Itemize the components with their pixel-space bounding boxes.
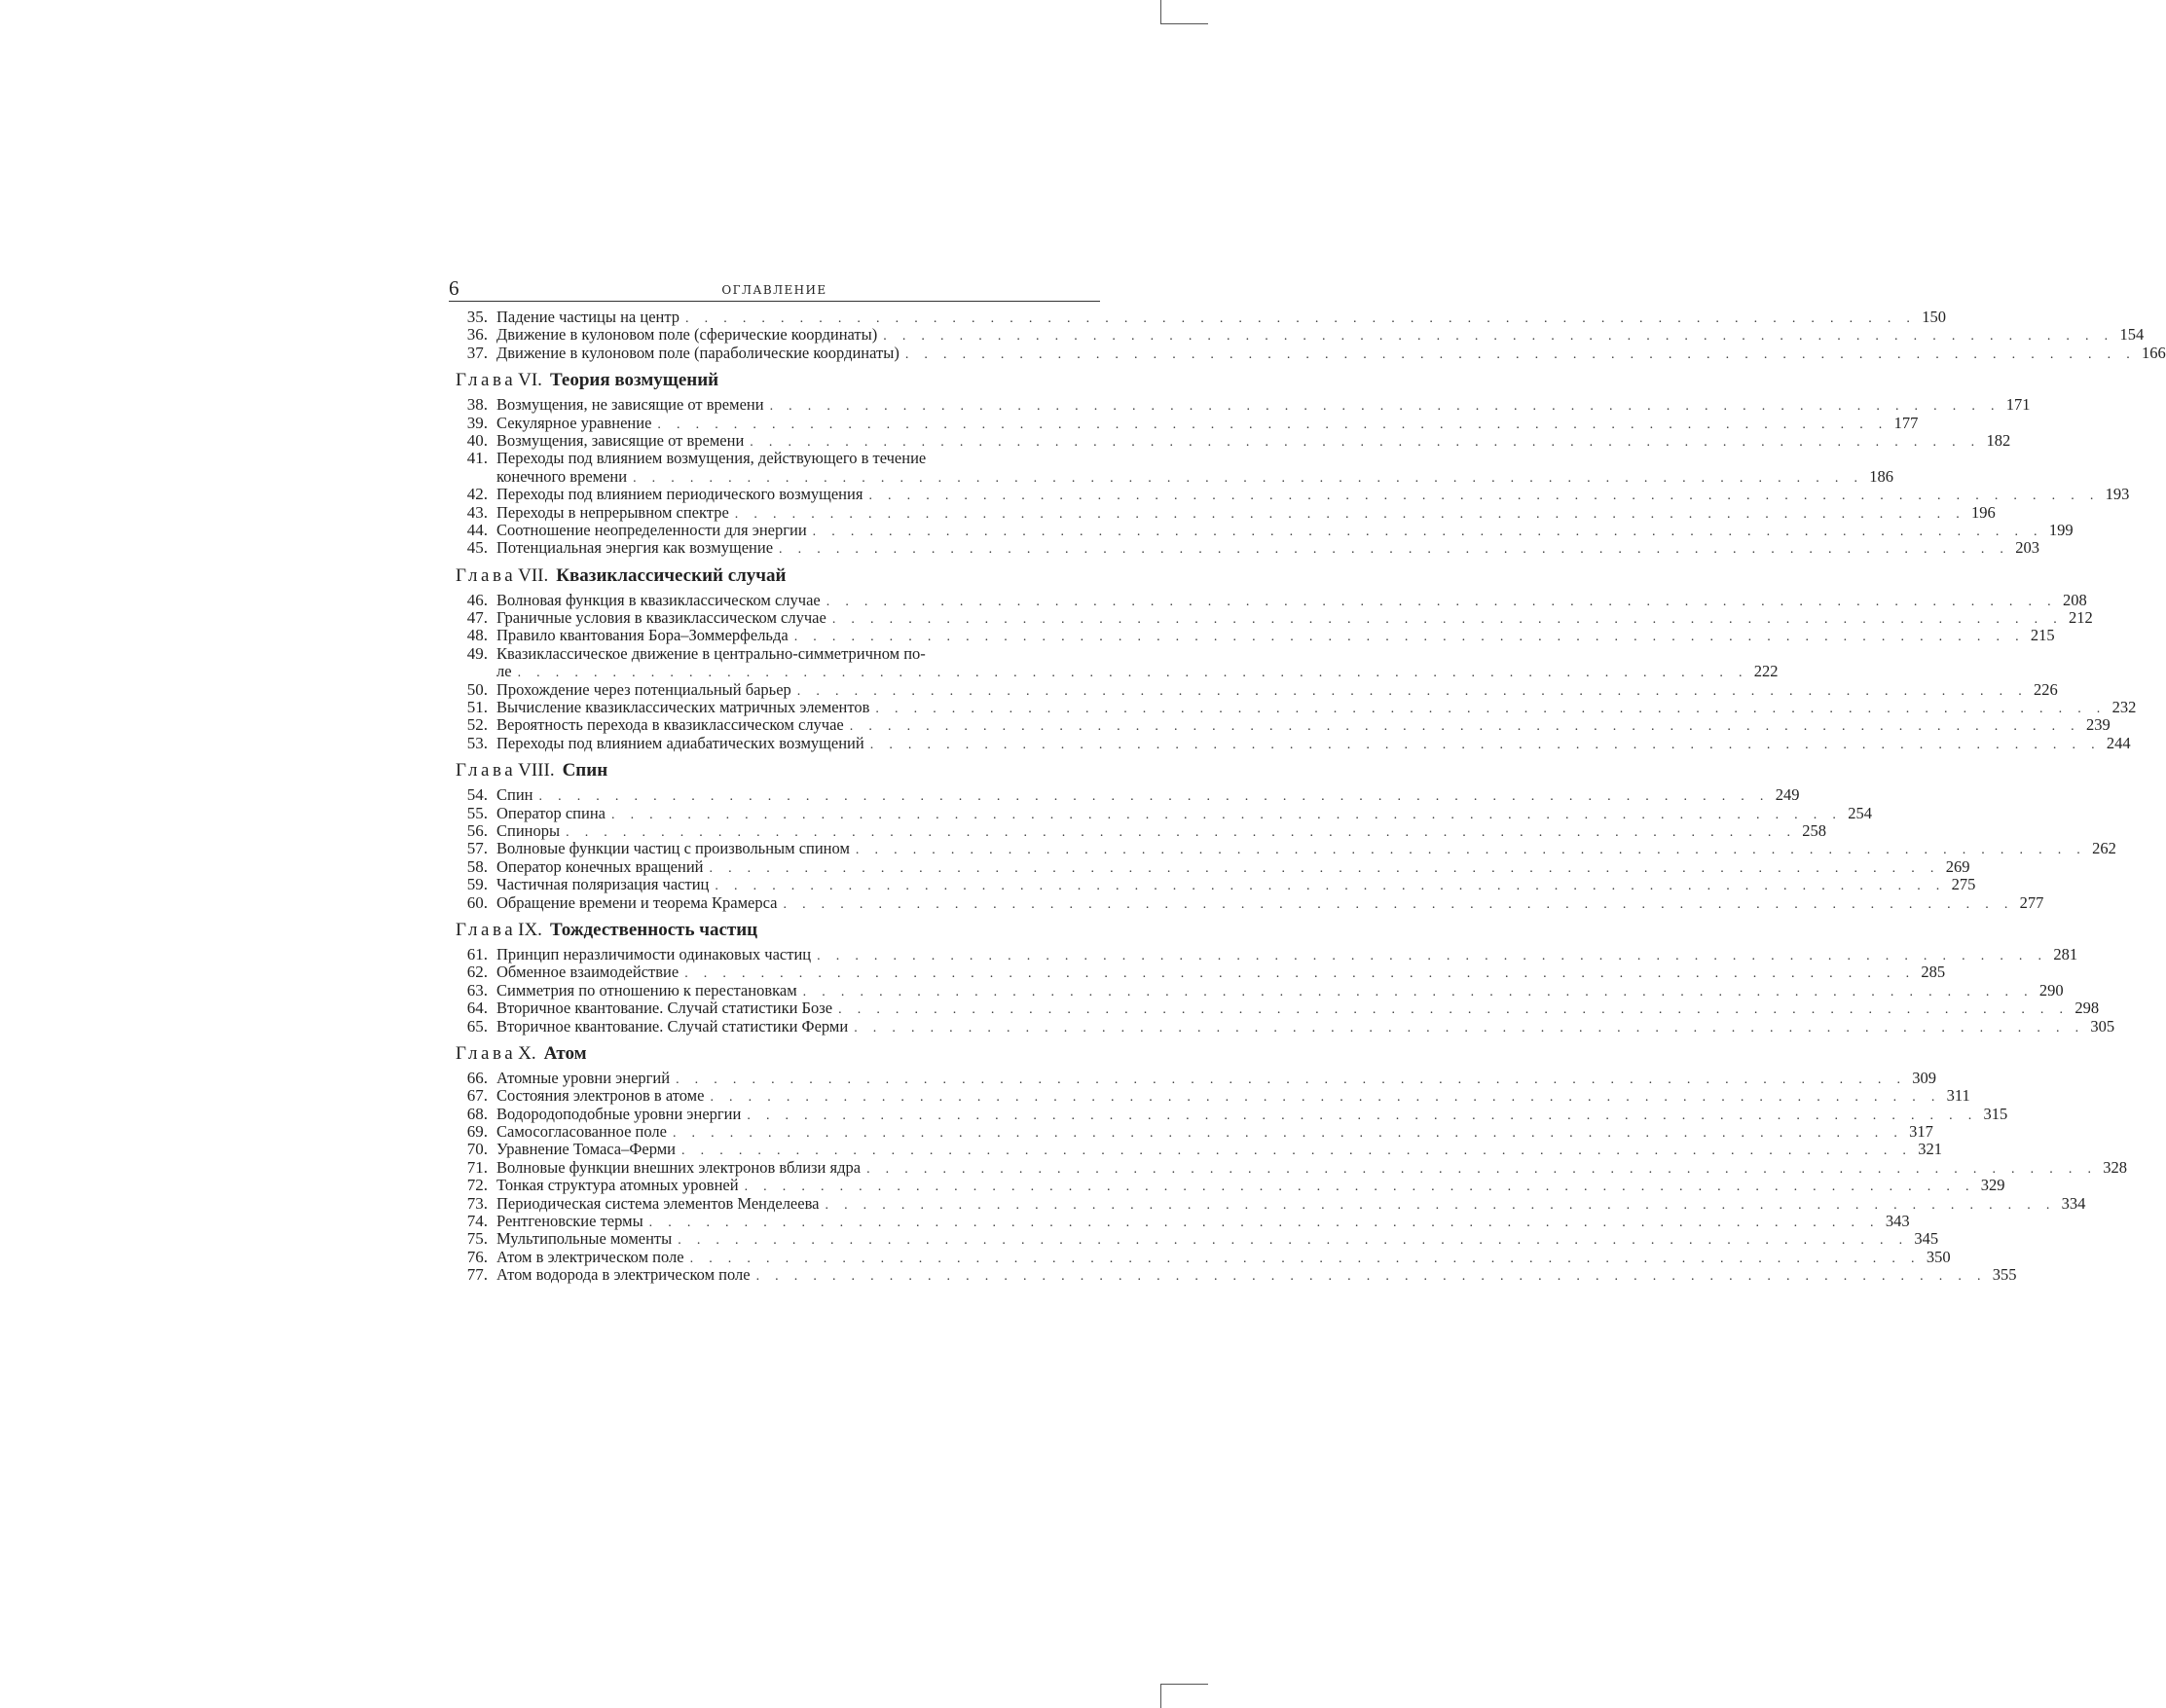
toc-entry[interactable] xyxy=(449,856,1970,876)
chapter-label: Глава xyxy=(456,919,517,940)
dot-leader: . . . . . . . . . . . . . . . . . . . . . . . . . . . . . . . . . . . . . . . . . . . . . . . . . . . . . . . . . . . . . . . . . xyxy=(755,1269,1987,1285)
section-title: Тонкая структура атомных уровней xyxy=(496,1176,739,1195)
toc-entry[interactable] xyxy=(449,430,2011,450)
page-ref: 182 xyxy=(1986,430,2011,450)
section-number: 67. xyxy=(466,1086,488,1106)
section-title: Движение в кулоновом поле (сферические координаты) xyxy=(496,325,878,345)
running-title: ОГЛАВЛЕНИЕ xyxy=(721,283,827,297)
chapter-heading xyxy=(449,563,1100,589)
section-number: 59. xyxy=(466,875,488,894)
toc-entry[interactable] xyxy=(449,820,1827,840)
section-title: Правило квантования Бора–Зоммерфельда xyxy=(496,626,789,645)
toc-entry[interactable] xyxy=(449,1265,2017,1285)
section-title: Спин xyxy=(496,785,533,805)
section-number: 60. xyxy=(466,892,488,912)
dot-leader: . . . . . . . . . . . . . . . . . . . . . . . . . . . . . . . . . . . . . . . . . . . . . . . . . . . . . . . . . . . . . . . . . xyxy=(779,542,2010,558)
section-title: Возмущения, зависящие от времени xyxy=(496,430,745,450)
section-title: Обменное взаимодействие xyxy=(496,963,679,982)
dot-leader: . . . . . . . . . . . . . . . . . . . . . . . . . . . . . . . . . . . . . . . . . . . . . . . . . . . . . . . . . . . . . . . . . xyxy=(854,1020,2085,1036)
dot-leader: . . . . . . . . . . . . . . . . . . . . . . . . . . . . . . . . . . . . . . . . . . . . . . . . . . . . . . . . . . . . . . . . . xyxy=(796,683,2028,699)
section-title: Водородоподобные уровни энергии xyxy=(496,1104,742,1123)
section-title: Атом водорода в электрическом поле xyxy=(496,1265,751,1285)
chapter-heading xyxy=(449,758,1100,783)
toc-entry[interactable] xyxy=(449,1140,1942,1159)
section-title: Мультипольные моменты xyxy=(496,1229,673,1249)
toc-entry[interactable] xyxy=(449,643,1779,681)
page-ref: 281 xyxy=(2053,944,2078,963)
section-title: Переходы в непрерывном спектре xyxy=(496,502,729,522)
page-ref: 269 xyxy=(1945,856,1970,876)
section-title: Вероятность перехода в квазиклассическом случае xyxy=(496,715,844,735)
toc-entry[interactable] xyxy=(449,963,1946,982)
page-ref: 315 xyxy=(1983,1104,2008,1123)
section-title: Потенциальная энергия как возмущение xyxy=(496,538,774,558)
section-title: Спиноры xyxy=(496,820,561,840)
dot-leader: . . . . . . . . . . . . . . . . . . . . . . . . . . . . . . . . . . . . . . . . . . . . . . . . . . . . . . . . . . . . . . . . . xyxy=(831,612,2064,628)
toc-entry[interactable] xyxy=(449,1247,1951,1266)
dot-leader: . . . . . . . . . . . . . . . . . . . . . . . . . . . . . . . . . . . . . . . . . . . . . . . . . . . . . . . . . . . . . . . . . xyxy=(825,1197,2056,1213)
page-ref: 329 xyxy=(1980,1176,2005,1195)
dot-leader: . . . . . . . . . . . . . . . . . . . . . . . . . . . . . . . . . . . . . . . . . . . . . . . . . . . . . . . . . . . . . . . . . xyxy=(904,346,2137,362)
page-ref: 317 xyxy=(1909,1122,1933,1142)
section-title: Движение в кулоновом поле (параболические координаты) xyxy=(496,343,899,362)
section-title: Вторичное квантование. Случай статистики Бозе xyxy=(496,999,833,1018)
chapter-label: Глава xyxy=(456,370,517,391)
page-ref: 355 xyxy=(1992,1265,2017,1285)
section-title: Волновая функция в квазиклассическом случае xyxy=(496,590,821,609)
chapter-number: VII. xyxy=(518,564,549,586)
dot-leader: . . . . . . . . . . . . . . . . . . . . . . . . . . . . . . . . . . . . . . . . . . . . . . . . . . . . . . . . . . . . . . . . . xyxy=(517,666,1748,681)
section-number: 44. xyxy=(466,520,488,539)
dot-leader: . . . . . . . . . . . . . . . . . . . . . . . . . . . . . . . . . . . . . . . . . . . . . . . . . . . . . . . . . . . . . . . . . xyxy=(684,966,1916,982)
toc-entry[interactable] xyxy=(449,999,2100,1018)
dot-leader: . . . . . . . . . . . . . . . . . . . . . . . . . . . . . . . . . . . . . . . . . . . . . . . . . . . . . . . . . . . . . . . . . xyxy=(868,489,2100,504)
chapter-heading xyxy=(449,1041,1100,1067)
dot-leader: . . . . . . . . . . . . . . . . . . . . . . . . . . . . . . . . . . . . . . . . . . . . . . . . . . . . . . . . . . . . . . . . . xyxy=(681,1144,1913,1159)
chapter-label: Глава xyxy=(456,1042,517,1064)
section-title: Периодическая система элементов Менделеева xyxy=(496,1193,820,1213)
table-of-contents xyxy=(449,308,2166,1285)
section-number: 38. xyxy=(466,395,488,415)
chapter-heading xyxy=(449,368,1100,393)
section-number: 50. xyxy=(466,679,488,699)
page-ref: 203 xyxy=(2015,538,2039,558)
section-title: Частичная поляризация частиц xyxy=(496,875,710,894)
section-number: 42. xyxy=(466,485,488,504)
toc-entry[interactable] xyxy=(449,839,2116,858)
section-number: 64. xyxy=(466,999,488,1018)
toc-entry[interactable] xyxy=(449,944,2078,963)
dot-leader: . . . . . . . . . . . . . . . . . . . . . . . . . . . . . . . . . . . . . . . . . . . . . . . . . . . . . . . . . . . . . . . . . xyxy=(678,1233,1909,1249)
section-number: 55. xyxy=(466,803,488,822)
toc-entry[interactable] xyxy=(449,1016,2115,1036)
page-ref: 275 xyxy=(1951,875,1976,894)
section-number: 76. xyxy=(466,1247,488,1266)
section-number: 52. xyxy=(466,715,488,735)
toc-entry[interactable] xyxy=(449,325,2145,345)
dot-leader: . . . . . . . . . . . . . . . . . . . . . . . . . . . . . . . . . . . . . . . . . . . . . . . . . . . . . . . . . . . . . . . . . xyxy=(747,1108,1978,1123)
dot-leader: . . . . . . . . . . . . . . . . . . . . . . . . . . . . . . . . . . . . . . . . . . . . . . . . . . . . . . . . . . . . . . . . . xyxy=(689,1251,1921,1266)
section-title: Волновые функции частиц с произвольным спином xyxy=(496,839,850,858)
section-title: Вторичное квантование. Случай статистики Ферми xyxy=(496,1016,849,1036)
toc-entry[interactable] xyxy=(449,308,1946,326)
section-number: 48. xyxy=(466,626,488,645)
toc-entry[interactable] xyxy=(449,1229,1939,1249)
toc-entry[interactable] xyxy=(449,1068,1937,1087)
section-title: Состояния электронов в атоме xyxy=(496,1086,705,1106)
page-ref: 249 xyxy=(1775,785,1800,805)
toc-entry[interactable] xyxy=(449,1086,1970,1106)
section-number: 74. xyxy=(466,1212,488,1231)
chapter-number: VIII. xyxy=(518,760,555,781)
section-title: Атомные уровни энергий xyxy=(496,1068,671,1087)
toc-page xyxy=(449,276,2166,1285)
page-ref: 321 xyxy=(1918,1140,1942,1159)
section-number: 71. xyxy=(466,1157,488,1177)
page-header xyxy=(449,277,1100,302)
page-ref: 345 xyxy=(1914,1229,1939,1249)
toc-entry[interactable] xyxy=(449,395,2031,415)
dot-leader: . . . . . . . . . . . . . . . . . . . . . . . . . . . . . . . . . . . . . . . . . . . . . . . . . . . . . . . . . . . . . . . . . xyxy=(715,879,1946,894)
dot-leader: . . . . . . . . . . . . . . . . . . . . . . . . . . . . . . . . . . . . . . . . . . . . . . . . . . . . . . . . . . . . . . . . . xyxy=(676,1072,1907,1087)
page-ref: 212 xyxy=(2069,608,2093,628)
dot-leader: . . . . . . . . . . . . . . . . . . . . . . . . . . . . . . . . . . . . . . . . . . . . . . . . . . . . . . . . . . . . . . . . . xyxy=(866,1161,2098,1177)
page-ref: 186 xyxy=(1869,466,1894,486)
section-number: 35. xyxy=(466,308,488,326)
section-title: конечного времени xyxy=(496,466,628,486)
toc-entry[interactable] xyxy=(449,413,1919,432)
page-ref: 262 xyxy=(2092,839,2116,858)
page-ref: 239 xyxy=(2085,715,2111,735)
crop-mark-top-horizontal xyxy=(1160,23,1208,24)
dot-leader: . . . . . . . . . . . . . . . . . . . . . . . . . . . . . . . . . . . . . . . . . . . . . . . . . . . . . . . . . . . . . . . . . xyxy=(633,470,1864,486)
section-number: 65. xyxy=(466,1016,488,1036)
toc-entry[interactable] xyxy=(449,679,2058,699)
dot-leader: . . . . . . . . . . . . . . . . . . . . . . . . . . . . . . . . . . . . . . . . . . . . . . . . . . . . . . . . . . . . . . . . . xyxy=(744,1180,1975,1195)
toc-entry[interactable] xyxy=(449,980,2064,999)
toc-entry[interactable] xyxy=(449,1176,2005,1195)
chapter-label: Глава xyxy=(456,760,517,781)
chapter-title: Спин xyxy=(562,760,608,781)
dot-leader: . . . . . . . . . . . . . . . . . . . . . . . . . . . . . . . . . . . . . . . . . . . . . . . . . . . . . . . . . . . . . . . . . xyxy=(648,1216,1880,1231)
dot-leader: . . . . . . . . . . . . . . . . . . . . . . . . . . . . . . . . . . . . . . . . . . . . . . . . . . . . . . . . . . . . . . . . . xyxy=(657,417,1889,432)
page-ref: 254 xyxy=(1848,803,1872,822)
page-ref: 334 xyxy=(2061,1193,2086,1213)
page-ref: 208 xyxy=(2062,590,2087,609)
chapter-title: Атом xyxy=(543,1042,587,1064)
section-title: Прохождение через потенциальный барьер xyxy=(496,679,791,699)
page-ref: 277 xyxy=(2019,892,2044,912)
toc-entry[interactable] xyxy=(449,608,2093,628)
section-number: 66. xyxy=(466,1068,488,1087)
dot-leader: . . . . . . . . . . . . . . . . . . . . . . . . . . . . . . . . . . . . . . . . . . . . . . . . . . . . . . . . . . . . . . . . . xyxy=(826,594,2057,609)
page-ref: 154 xyxy=(2119,325,2145,345)
toc-entry[interactable] xyxy=(449,449,1894,486)
section-number: 70. xyxy=(466,1140,488,1159)
section-title: Симметрия по отношению к перестановкам xyxy=(496,980,797,999)
page-ref: 196 xyxy=(1971,502,1996,522)
toc-entry[interactable] xyxy=(449,698,2137,717)
dot-leader: . . . . . . . . . . . . . . . . . . . . . . . . . . . . . . . . . . . . . . . . . . . . . . . . . . . . . . . . . . . . . . . . . xyxy=(838,1002,2070,1018)
section-number: 72. xyxy=(466,1176,488,1195)
crop-mark-bottom-horizontal xyxy=(1160,1684,1208,1685)
section-title: Переходы под влиянием периодического возмущения xyxy=(496,485,863,504)
page-ref: 166 xyxy=(2142,343,2166,362)
dot-leader: . . . . . . . . . . . . . . . . . . . . . . . . . . . . . . . . . . . . . . . . . . . . . . . . . . . . . . . . . . . . . . . . . xyxy=(855,843,2087,858)
section-number: 57. xyxy=(466,839,488,858)
section-number: 54. xyxy=(466,785,488,805)
section-title: Волновые функции внешних электронов вблизи ядра xyxy=(496,1157,862,1177)
page-ref: 258 xyxy=(1802,820,1827,840)
page-ref: 199 xyxy=(2048,520,2074,539)
page-ref: 309 xyxy=(1912,1068,1937,1087)
toc-entry[interactable] xyxy=(449,520,2074,539)
section-title: Вычисление квазиклассических матричных элементов xyxy=(496,698,870,717)
section-number: 49. xyxy=(466,643,488,663)
dot-leader: . . . . . . . . . . . . . . . . . . . . . . . . . . . . . . . . . . . . . . . . . . . . . . . . . . . . . . . . . . . . . . . . . xyxy=(610,807,1843,822)
toc-entry[interactable] xyxy=(449,1157,2128,1177)
toc-entry[interactable] xyxy=(449,1122,1933,1142)
section-title: Секулярное уравнение xyxy=(496,413,652,432)
dot-leader: . . . . . . . . . . . . . . . . . . . . . . . . . . . . . . . . . . . . . . . . . . . . . . . . . . . . . . . . . . . . . . . . . xyxy=(538,789,1770,805)
toc-entry[interactable] xyxy=(449,485,2130,504)
section-number: 61. xyxy=(466,944,488,963)
page-ref: 232 xyxy=(2111,698,2137,717)
page-ref: 150 xyxy=(1922,308,1946,326)
page-ref: 343 xyxy=(1885,1212,1910,1231)
dot-leader: . . . . . . . . . . . . . . . . . . . . . . . . . . . . . . . . . . . . . . . . . . . . . . . . . . . . . . . . . . . . . . . . . xyxy=(734,506,1965,522)
toc-entry[interactable] xyxy=(449,538,2039,558)
section-title: Уравнение Томаса–Ферми xyxy=(496,1140,677,1159)
toc-entry[interactable] xyxy=(449,803,1872,822)
dot-leader: . . . . . . . . . . . . . . . . . . . . . . . . . . . . . . . . . . . . . . . . . . . . . . . . . . . . . . . . . . . . . . . . . xyxy=(883,329,2114,345)
crop-mark-bottom-vertical xyxy=(1160,1684,1161,1708)
toc-entry[interactable] xyxy=(449,715,2111,735)
dot-leader: . . . . . . . . . . . . . . . . . . . . . . . . . . . . . . . . . . . . . . . . . . . . . . . . . . . . . . . . . . . . . . . . . xyxy=(875,702,2107,717)
dot-leader: . . . . . . . . . . . . . . . . . . . . . . . . . . . . . . . . . . . . . . . . . . . . . . . . . . . . . . . . . . . . . . . . . xyxy=(849,719,2080,735)
page-number: 6 xyxy=(449,276,459,300)
dot-leader: . . . . . . . . . . . . . . . . . . . . . . . . . . . . . . . . . . . . . . . . . . . . . . . . . . . . . . . . . . . . . . . . . xyxy=(769,399,2001,415)
toc-entry[interactable] xyxy=(449,1212,1910,1231)
dot-leader: . . . . . . . . . . . . . . . . . . . . . . . . . . . . . . . . . . . . . . . . . . . . . . . . . . . . . . . . . . . . . . . . . xyxy=(869,737,2101,752)
section-number: 68. xyxy=(466,1104,488,1123)
section-number: 47. xyxy=(466,608,488,628)
section-title: Оператор конечных вращений xyxy=(496,856,704,876)
section-number: 43. xyxy=(466,502,488,522)
dot-leader: . . . . . . . . . . . . . . . . . . . . . . . . . . . . . . . . . . . . . . . . . . . . . . . . . . . . . . . . . . . . . . . . . xyxy=(685,311,1917,326)
section-title: ле xyxy=(496,662,512,681)
chapter-title: Квазиклассический случай xyxy=(556,564,787,586)
chapter-label: Глава xyxy=(456,564,517,586)
page-ref: 226 xyxy=(2034,679,2058,699)
section-title: Принцип неразличимости одинаковых частиц xyxy=(496,944,812,963)
section-number: 41. xyxy=(466,449,488,468)
section-title-first-line: Переходы под влиянием возмущения, действующего в течение xyxy=(496,449,927,468)
section-title: Соотношение неопределенности для энергии xyxy=(496,520,807,539)
dot-leader: . . . . . . . . . . . . . . . . . . . . . . . . . . . . . . . . . . . . . . . . . . . . . . . . . . . . . . . . . . . . . . . . . xyxy=(709,860,1940,876)
toc-entry[interactable] xyxy=(449,1193,2086,1213)
section-number: 73. xyxy=(466,1193,488,1213)
chapter-number: X. xyxy=(518,1042,536,1064)
section-title: Граничные условия в квазиклассическом случае xyxy=(496,608,826,628)
section-number: 75. xyxy=(466,1229,488,1249)
page-ref: 328 xyxy=(2103,1157,2128,1177)
page-ref: 215 xyxy=(2030,626,2055,645)
section-number: 77. xyxy=(466,1265,488,1285)
chapter-number: VI. xyxy=(518,370,542,391)
toc-entry[interactable] xyxy=(449,626,2055,645)
dot-leader: . . . . . . . . . . . . . . . . . . . . . . . . . . . . . . . . . . . . . . . . . . . . . . . . . . . . . . . . . . . . . . . . . xyxy=(750,434,1981,450)
dot-leader: . . . . . . . . . . . . . . . . . . . . . . . . . . . . . . . . . . . . . . . . . . . . . . . . . . . . . . . . . . . . . . . . . xyxy=(793,630,2025,645)
toc-entry[interactable] xyxy=(449,875,1976,894)
section-title: Падение частицы на центр xyxy=(496,308,680,326)
section-number: 69. xyxy=(466,1122,488,1142)
page-ref: 285 xyxy=(1921,963,1946,982)
section-title: Возмущения, не зависящие от времени xyxy=(496,395,764,415)
section-number: 40. xyxy=(466,430,488,450)
dot-leader: . . . . . . . . . . . . . . . . . . . . . . . . . . . . . . . . . . . . . . . . . . . . . . . . . . . . . . . . . . . . . . . . . xyxy=(802,984,2034,999)
section-title: Оператор спина xyxy=(496,803,606,822)
chapter-heading xyxy=(449,918,1100,943)
toc-entry[interactable] xyxy=(449,1104,2008,1123)
section-number: 56. xyxy=(466,820,488,840)
section-number: 39. xyxy=(466,413,488,432)
section-number: 53. xyxy=(466,733,488,752)
toc-entry[interactable] xyxy=(449,785,1800,805)
section-title: Атом в электрическом поле xyxy=(496,1247,684,1266)
dot-leader: . . . . . . . . . . . . . . . . . . . . . . . . . . . . . . . . . . . . . . . . . . . . . . . . . . . . . . . . . . . . . . . . . xyxy=(812,524,2043,539)
dot-leader: . . . . . . . . . . . . . . . . . . . . . . . . . . . . . . . . . . . . . . . . . . . . . . . . . . . . . . . . . . . . . . . . . xyxy=(710,1090,1941,1106)
section-title-first-line: Квазиклассическое движение в центрально-симметричном по- xyxy=(496,643,926,663)
page-ref: 290 xyxy=(2038,980,2064,999)
page-ref: 350 xyxy=(1926,1247,1951,1266)
toc-entry[interactable] xyxy=(449,502,1996,522)
toc-entry[interactable] xyxy=(449,733,2131,752)
chapter-number: IX. xyxy=(518,919,542,940)
page-ref: 298 xyxy=(2074,999,2100,1018)
toc-entry[interactable] xyxy=(449,892,2044,912)
dot-leader: . . . . . . . . . . . . . . . . . . . . . . . . . . . . . . . . . . . . . . . . . . . . . . . . . . . . . . . . . . . . . . . . . xyxy=(817,948,2048,963)
section-number: 45. xyxy=(466,538,488,558)
page-ref: 244 xyxy=(2106,733,2131,752)
chapter-title: Тождественность частиц xyxy=(549,919,758,940)
section-number: 62. xyxy=(466,963,488,982)
dot-leader: . . . . . . . . . . . . . . . . . . . . . . . . . . . . . . . . . . . . . . . . . . . . . . . . . . . . . . . . . . . . . . . . . xyxy=(783,896,2014,912)
page-ref: 193 xyxy=(2105,485,2130,504)
section-number: 51. xyxy=(466,698,488,717)
section-number: 46. xyxy=(466,590,488,609)
section-number: 58. xyxy=(466,856,488,876)
section-title: Рентгеновские термы xyxy=(496,1212,643,1231)
toc-entry[interactable] xyxy=(449,343,2166,362)
section-title: Переходы под влиянием адиабатических возмущений xyxy=(496,733,864,752)
page-ref: 171 xyxy=(2005,395,2031,415)
section-number: 36. xyxy=(466,325,488,345)
page-ref: 305 xyxy=(2090,1016,2115,1036)
section-number: 37. xyxy=(466,343,488,362)
page-ref: 222 xyxy=(1753,662,1779,681)
section-title: Самосогласованное поле xyxy=(496,1122,667,1142)
dot-leader: . . . . . . . . . . . . . . . . . . . . . . . . . . . . . . . . . . . . . . . . . . . . . . . . . . . . . . . . . . . . . . . . . xyxy=(566,824,1797,840)
section-title: Обращение времени и теорема Крамерса xyxy=(496,892,778,912)
toc-entry[interactable] xyxy=(449,590,2087,609)
crop-mark-top-vertical xyxy=(1160,0,1161,23)
chapter-title: Теория возмущений xyxy=(549,370,719,391)
page-ref: 177 xyxy=(1893,413,1919,432)
section-number: 63. xyxy=(466,980,488,999)
dot-leader: . . . . . . . . . . . . . . . . . . . . . . . . . . . . . . . . . . . . . . . . . . . . . . . . . . . . . . . . . . . . . . . . . xyxy=(672,1126,1904,1142)
page-ref: 311 xyxy=(1946,1086,1970,1106)
